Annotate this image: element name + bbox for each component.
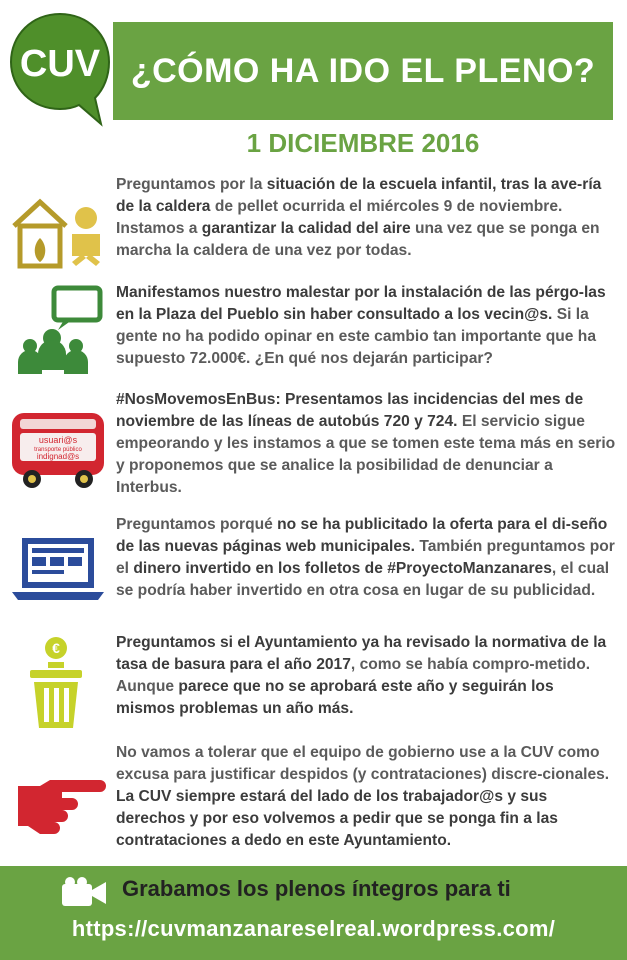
item-text: Manifestamos nuestro malestar por la instalación de las pérgo-las en la Plaza del Pueblo sin haber consultado a los vecin@s. Si la gente no ha podido opinar en este cambio tan importante que ha supuesto 72.000€. ¿En qué nos dejarán participar? <box>116 284 606 367</box>
item-text: Preguntamos si el Ayuntamiento ya ha revisado la normativa de la tasa de basura para el año 2017, como se había compro-metido. Aunque parece que no se aprobará este año y seguirán los mismos problemas un año más. <box>116 634 607 717</box>
bus-icon <box>8 401 108 501</box>
footer <box>0 866 627 960</box>
svg-text:transporte público: transporte público <box>34 447 82 453</box>
pointing-hand-icon <box>8 756 108 856</box>
logo-text: CUV <box>19 43 101 85</box>
school-child-icon <box>8 182 108 282</box>
video-camera-icon <box>60 876 108 910</box>
item-text: Preguntamos por la situación de la escuela infantil, tras la ave-ría de la caldera de pellet ocurrida el miércoles 9 de noviembre. Instamos a garantizar la calidad del aire una vez que se ponga en marcha la caldera de una vez por todas. <box>116 176 602 259</box>
laptop-icon <box>8 518 108 618</box>
title-band <box>113 22 613 120</box>
session-date: 1 DICIEMBRE 2016 <box>246 128 480 158</box>
item-text: #NosMovemosEnBus: Presentamos las incidencias del mes de noviembre de las líneas de autobús 720 y 724. El servicio sigue empeorando y les instamos a que se tomen este tema más en serio y proponemos que se analice la posibilidad de denunciar a Interbus. <box>116 391 616 496</box>
header <box>0 0 627 158</box>
footer-tagline: Grabamos los plenos íntegros para ti <box>122 876 511 901</box>
people-speech-icon <box>8 284 108 384</box>
trash-euro-icon <box>8 634 108 734</box>
svg-text:€: € <box>52 640 60 656</box>
cuv-logo <box>5 8 115 128</box>
item-text: Preguntamos porqué no se ha publicitado la oferta para el di-seño de las nuevas páginas web municipales. También preguntamos por el dinero invertido en los folletos de #ProyectoManzanares, el cual se podría haber invertido en otra cosa en lugar de su publicidad. <box>116 516 615 599</box>
svg-text:usuari@s: usuari@s <box>38 435 78 445</box>
page-title: ¿CÓMO HA IDO EL PLENO? <box>130 51 596 90</box>
svg-text:indignad@s: indignad@s <box>36 452 80 461</box>
footer-url-link[interactable]: https://cuvmanzanareselreal.wordpress.com/ <box>71 916 556 941</box>
item-text: No vamos a tolerar que el equipo de gobierno use a la CUV como excusa para justificar despidos (y contrataciones) discre-cionales. La CUV siempre estará del lado de los trabajador@s y sus derechos y por eso volvemos a pedir que se ponga fin a las contrataciones a dedo en este Ayuntamiento. <box>116 744 610 849</box>
